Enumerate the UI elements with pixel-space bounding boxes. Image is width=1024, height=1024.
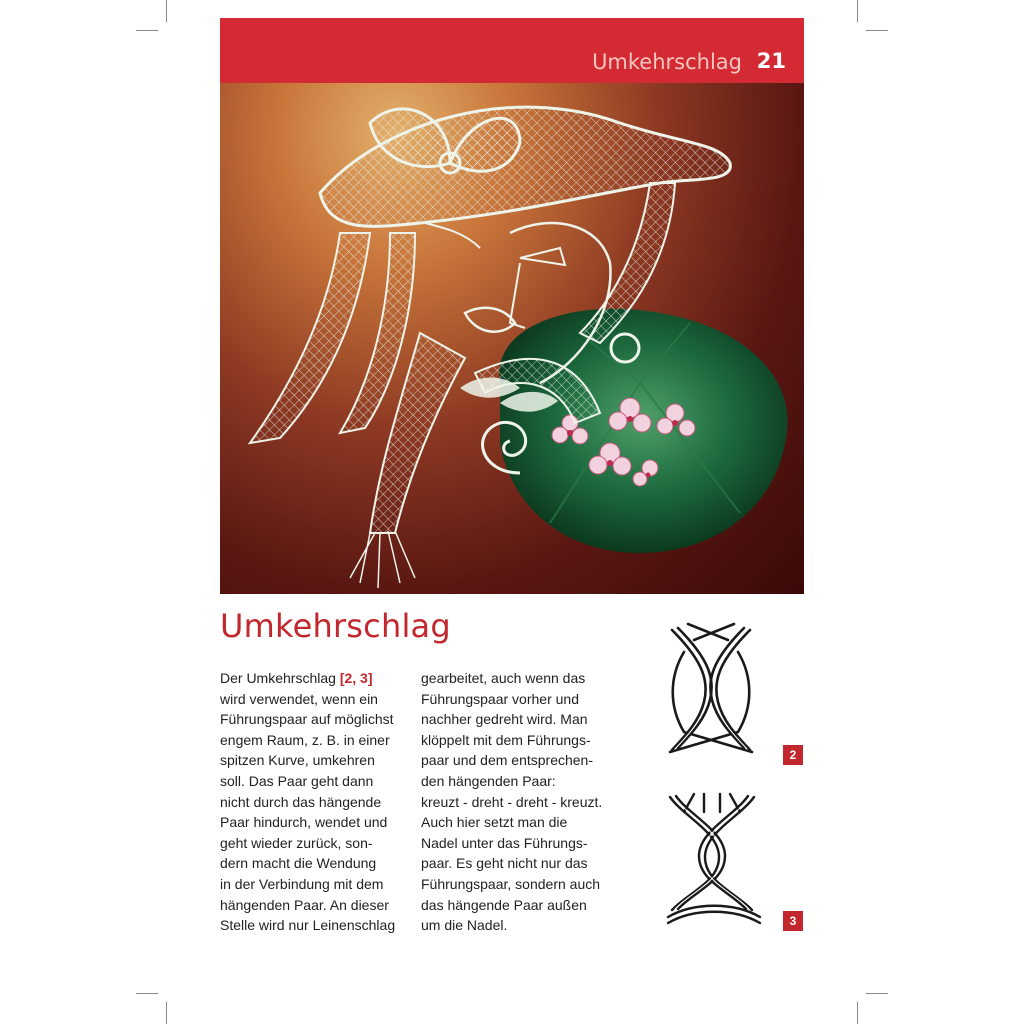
body-text-line: [220, 750, 410, 771]
body-text: den hängenden Paar:: [421, 772, 556, 789]
body-text-line: [220, 833, 410, 854]
body-text-line: [220, 730, 410, 751]
body-text: Stelle wird nur Leinenschlag: [220, 917, 396, 934]
body-text: hängenden Paar. An dieser: [220, 896, 389, 913]
body-text: wird verwendet, wenn ein: [220, 690, 378, 707]
page-number: 21: [756, 49, 786, 73]
body-text-line: [421, 771, 611, 792]
body-text-line: [421, 874, 611, 895]
body-text: Führungspaar vorher und: [421, 690, 579, 707]
body-text: paar. Es geht nicht nur das: [421, 855, 588, 872]
body-text: Auch hier setzt man die: [421, 814, 568, 831]
body-text-line: [220, 853, 410, 874]
body-text-line: [220, 668, 410, 689]
lace-photo: [220, 83, 804, 594]
figure-label-2: 2: [783, 745, 803, 765]
body-text: in der Verbindung mit dem: [220, 875, 384, 892]
body-text: nachher gedreht wird. Man: [421, 711, 588, 728]
body-text: Führungspaar, sondern auch: [421, 875, 601, 892]
section-heading: Umkehrschlag: [220, 607, 451, 645]
crop-mark: [136, 30, 158, 31]
body-text: Der Umkehrschlag: [220, 670, 340, 686]
crop-mark: [166, 0, 167, 22]
body-text: das hängende Paar außen: [421, 896, 587, 913]
crop-mark: [857, 1002, 858, 1024]
crop-mark: [166, 1002, 167, 1024]
body-text-line: [220, 874, 410, 895]
body-text-line: [421, 915, 611, 936]
crop-mark: [866, 993, 888, 994]
body-text-line: [421, 709, 611, 730]
body-text-line: [421, 812, 611, 833]
crop-mark: [136, 993, 158, 994]
body-text-line: [220, 915, 410, 936]
body-text-column-1: [220, 668, 410, 936]
body-text: paar und dem entsprechen-: [421, 752, 593, 769]
body-text-line: [421, 730, 611, 751]
body-text: gearbeitet, auch wenn das: [421, 670, 586, 686]
body-text: Paar hindurch, wendet und: [220, 814, 388, 831]
body-text-column-2: [421, 668, 611, 936]
page-header-bar: [220, 18, 804, 83]
body-text: geht wieder zurück, son-: [220, 834, 373, 851]
body-text: Nadel unter das Führungs-: [421, 834, 588, 851]
body-text: spitzen Kurve, umkehren: [220, 752, 375, 769]
body-text-line: [220, 812, 410, 833]
body-text-line: [220, 771, 410, 792]
crop-mark: [857, 0, 858, 22]
body-text: dern macht die Wendung: [220, 855, 377, 872]
figure-reference: [2, 3]: [339, 670, 373, 686]
body-text-line: [220, 709, 410, 730]
crop-mark: [866, 30, 888, 31]
body-text: soll. Das Paar geht dann: [220, 772, 374, 789]
body-text: kreuzt - dreht - dreht - kreuzt.: [421, 793, 603, 810]
bobbin-lace-twist-diagram-icon: [664, 792, 764, 932]
body-text-line: [421, 668, 611, 689]
body-text: Führungspaar auf möglichst: [220, 711, 394, 728]
body-text-line: [421, 792, 611, 813]
body-text-line: [421, 895, 611, 916]
body-text-line: [421, 853, 611, 874]
body-text-line: [220, 792, 410, 813]
body-text-line: [220, 689, 410, 710]
figure-label-3: 3: [783, 911, 803, 931]
body-text-line: [220, 895, 410, 916]
lace-woman-face-image: [220, 83, 804, 594]
body-text-line: [421, 833, 611, 854]
body-text: klöppelt mit dem Führungs-: [421, 731, 591, 748]
body-text-line: [421, 689, 611, 710]
bobbin-lace-crossing-diagram-icon: [664, 622, 758, 760]
body-text: um die Nadel.: [421, 917, 508, 934]
running-header-title: Umkehrschlag: [592, 50, 742, 74]
body-text: nicht durch das hängende: [220, 793, 382, 810]
body-text: engem Raum, z. B. in einer: [220, 731, 390, 748]
body-text-line: [421, 750, 611, 771]
